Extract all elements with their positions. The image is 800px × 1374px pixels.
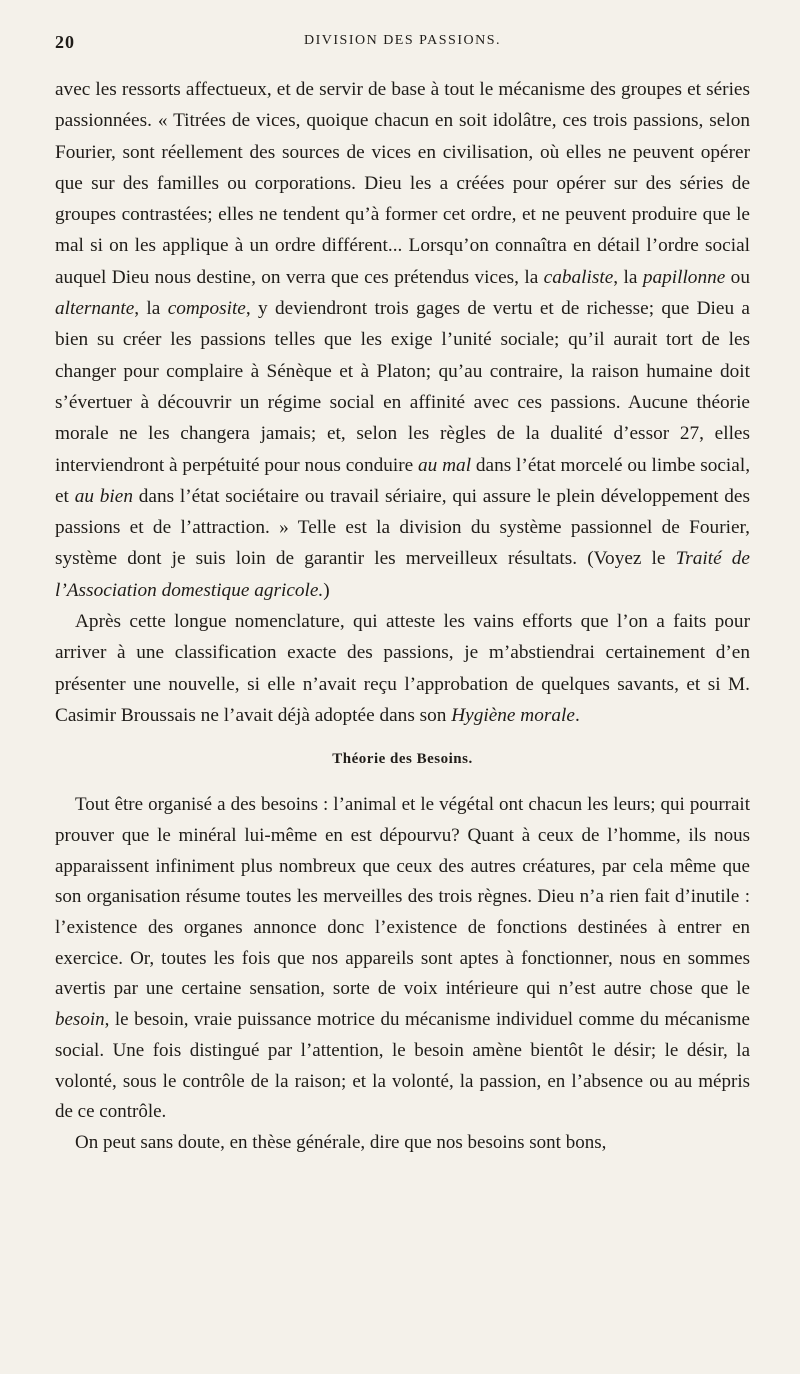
text-run: ) <box>323 579 330 601</box>
italic-term: au mal <box>418 454 472 476</box>
italic-term: composite <box>167 298 246 320</box>
italic-title: Traité de l’Association domestique agricole. <box>55 548 750 601</box>
text-run: On peut sans doute, en thèse générale, dire que nos besoins sont bons, <box>75 1131 607 1153</box>
body-text <box>55 74 750 731</box>
text-run: ou <box>725 266 750 288</box>
text-run: Tout être organisé a des besoins : l’animal et le végétal ont chacun les leurs; qui pourrait prouver que le minéral lui-même en est dépourvu? Quant à ceux de l’homme, ils nous apparaissent infiniment plus nombreux que ceux des autres créatures, par cela même que son organisation résume toutes les merveilles des trois règnes. Dieu n’a rien fait d’inutile : l’existence des organes annonce donc l’existence de fonctions destinées à entrer en exercice. Or, toutes les fois que nos appareils sont aptes à fonctionner, nous en sommes avertis par une certaine sensation, sorte de voix intérieure qui n’est autre chose que le <box>55 794 750 1000</box>
italic-term: au bien <box>74 485 133 507</box>
paragraph-2 <box>55 606 750 731</box>
page-header <box>55 32 750 58</box>
page-number: 20 <box>55 32 75 52</box>
paragraph-3 <box>55 790 750 1128</box>
text-run: . <box>574 704 580 726</box>
paragraph-4 <box>55 1128 750 1159</box>
italic-term: papillonne <box>642 266 726 288</box>
italic-title: Hygiène morale <box>451 704 575 726</box>
text-run: , la <box>613 266 643 288</box>
text-run: , la <box>134 298 168 320</box>
text-run: dans l’état morcelé ou limbe social, et <box>55 454 751 507</box>
text-run: dans l’état sociétaire ou travail sériaire, qui assure le plein développement des passions et de l’attraction. » Telle est la division du système passionnel de Fourier, système dont je suis loin de garantir les merveilleux résultats. (Voyez le <box>55 485 750 570</box>
text-run: , le besoin, vraie puissance motrice du mécanisme individuel comme du mécanisme social. Une fois distingué par l’attention, le besoin amène bientôt le désir; le désir, la volonté, sous le contrôle de la raison; et la volonté, la passion, en l’absence ou au mépris de ce contrôle. <box>55 1009 750 1123</box>
text-run: , y deviendront trois gages de vertu et de richesse; que Dieu a bien su créer les passions telles que les exige l’unité sociale; qu’il aurait tort de les changer pour complaire à Sénèque et à Platon; qu’au contraire, la raison humaine doit s’évertuer à découvrir un régime social en affinité avec ces passions. Aucune théorie morale ne les changera jamais; et, selon les règles de la dualité d’essor 27, elles interviendront à perpétuité pour nous conduire <box>55 298 750 476</box>
section-text <box>55 790 750 1158</box>
italic-term: cabaliste <box>543 266 614 288</box>
text-run: avec les ressorts affectueux, et de servir de base à tout le mécanisme des groupes et séries passionnées. « Titrées de vices, quoique chacun en soit idolâtre, ces trois passions, selon Fourier, sont réellement des sources de vices en civilisation, où elles ne peuvent opérer que sur des familles ou corporations. Dieu les a créées pour opérer sur des séries de groupes contrastées; elles ne tendent qu’à former cet ordre, et ne peuvent produire que le mal si on les applique à un ordre différent... Lorsqu’on connaîtra en détail l’ordre social auquel Dieu nous destine, on verra que ces prétendus vices, la <box>55 79 750 288</box>
text-run: Après cette longue nomenclature, qui atteste les vains efforts que l’on a faits pour arriver à une classification exacte des passions, je m’abstiendrai certainement d’en présenter une nouvelle, si elle n’avait reçu l’approbation de quelques savants, et si M. Casimir Broussais ne l’avait déjà adoptée dans son <box>55 611 750 726</box>
running-head: DIVISION DES PASSIONS. <box>303 33 501 48</box>
italic-term: besoin <box>55 1009 105 1031</box>
paragraph-1 <box>55 74 750 606</box>
italic-term: alternante <box>55 298 135 320</box>
section-title: Théorie des Besoins. <box>332 751 473 768</box>
